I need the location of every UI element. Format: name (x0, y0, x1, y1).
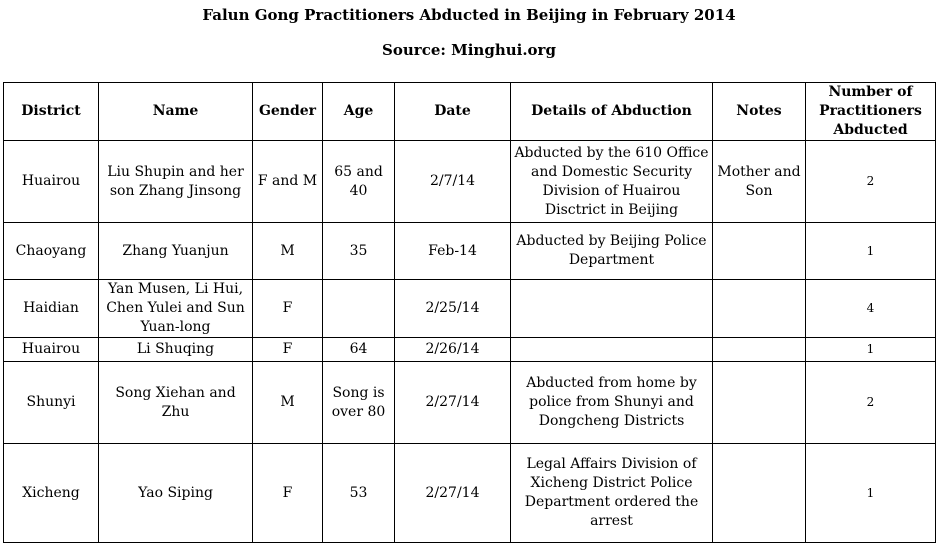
cell-notes (713, 444, 806, 543)
cell-district: Huairou (4, 141, 99, 223)
cell-number: 2 (806, 362, 936, 444)
header-number: Number of Practitioners Abducted (806, 83, 936, 141)
cell-notes (713, 280, 806, 338)
cell-gender: M (253, 362, 323, 444)
cell-district: Huairou (4, 338, 99, 362)
cell-date: 2/26/14 (395, 338, 511, 362)
cell-date: 2/27/14 (395, 444, 511, 543)
cell-district: Haidian (4, 280, 99, 338)
cell-gender: F (253, 338, 323, 362)
cell-notes (713, 362, 806, 444)
table-row (4, 280, 936, 338)
cell-number: 1 (806, 444, 936, 543)
table-row (4, 141, 936, 223)
cell-district: Chaoyang (4, 223, 99, 280)
cell-name: Yao Siping (99, 444, 253, 543)
header-name: Name (99, 83, 253, 141)
cell-name: Song Xiehan and Zhu (99, 362, 253, 444)
header-age: Age (323, 83, 395, 141)
header-notes: Notes (713, 83, 806, 141)
header-details: Details of Abduction (511, 83, 713, 141)
cell-number: 4 (806, 280, 936, 338)
cell-gender: M (253, 223, 323, 280)
page-title: Falun Gong Practitioners Abducted in Beijing in February 2014 (202, 6, 736, 24)
cell-date: 2/27/14 (395, 362, 511, 444)
cell-details: Abducted by the 610 Office and Domestic Security Division of Huairou Disctrict in Beijing (511, 141, 713, 223)
header-date: Date (395, 83, 511, 141)
header-district: District (4, 83, 99, 141)
cell-age: 35 (323, 223, 395, 280)
cell-details: Abducted by Beijing Police Department (511, 223, 713, 280)
cell-details (511, 280, 713, 338)
cell-notes (713, 223, 806, 280)
cell-age: 64 (323, 338, 395, 362)
cell-notes (713, 338, 806, 362)
header-row (4, 83, 936, 141)
table-row (4, 444, 936, 543)
cell-number: 2 (806, 141, 936, 223)
cell-name: Li Shuqing (99, 338, 253, 362)
header-gender: Gender (253, 83, 323, 141)
table-row (4, 338, 936, 362)
cell-district: Shunyi (4, 362, 99, 444)
cell-name: Liu Shupin and her son Zhang Jinsong (99, 141, 253, 223)
abductions-table (3, 82, 936, 543)
cell-gender: F and M (253, 141, 323, 223)
cell-age (323, 280, 395, 338)
cell-gender: F (253, 444, 323, 543)
cell-notes: Mother and Son (713, 141, 806, 223)
cell-details: Legal Affairs Division of Xicheng District Police Department ordered the arrest (511, 444, 713, 543)
cell-age: Song is over 80 (323, 362, 395, 444)
cell-date: Feb-14 (395, 223, 511, 280)
cell-date: 2/25/14 (395, 280, 511, 338)
table-row (4, 362, 936, 444)
cell-age: 53 (323, 444, 395, 543)
cell-details: Abducted from home by police from Shunyi and Dongcheng Districts (511, 362, 713, 444)
cell-number: 1 (806, 338, 936, 362)
cell-details (511, 338, 713, 362)
cell-number: 1 (806, 223, 936, 280)
cell-name: Yan Musen, Li Hui, Chen Yulei and Sun Yuan-long (99, 280, 253, 338)
cell-district: Xicheng (4, 444, 99, 543)
source-line: Source: Minghui.org (382, 41, 556, 59)
table-row (4, 223, 936, 280)
cell-age: 65 and 40 (323, 141, 395, 223)
cell-name: Zhang Yuanjun (99, 223, 253, 280)
cell-date: 2/7/14 (395, 141, 511, 223)
cell-gender: F (253, 280, 323, 338)
